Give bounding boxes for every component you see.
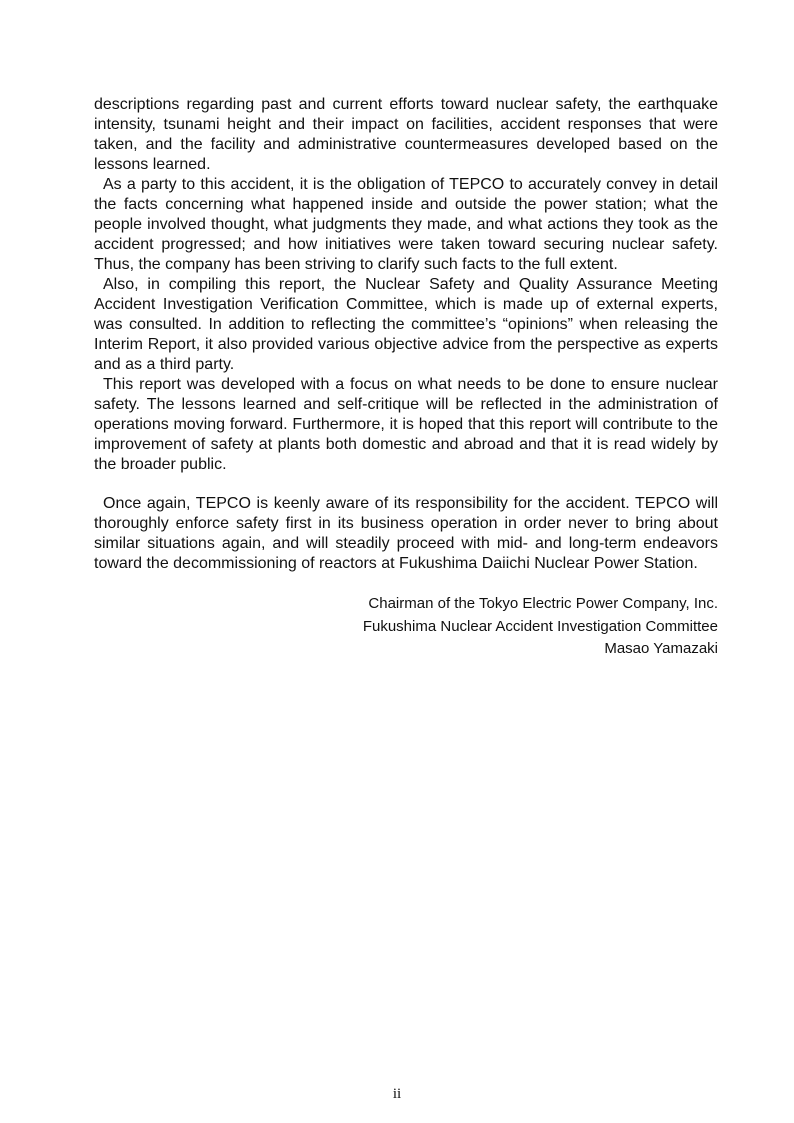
paragraph-spacer [94, 475, 718, 494]
document-body [94, 95, 718, 661]
signature-block [94, 593, 718, 661]
signature-committee: Fukushima Nuclear Accident Investigation Committee [362, 617, 718, 635]
page-number: ii [392, 1086, 402, 1102]
signature-title: Chairman of the Tokyo Electric Power Company, Inc. [368, 595, 718, 612]
paragraph-obligation: As a party to this accident, it is the obligation of TEPCO to accurately convey in detail the facts concerning what happened inside and outside the power station; what the people involved thought, what judgments they made, and what actions they took as the accident progressed; and how initiatives were taken toward securing nuclear safety. Thus, the company has been striving to clarify such facts to the full extent. [94, 176, 718, 273]
signature-name: Masao Yamazaki [604, 640, 718, 657]
paragraph-report-focus: This report was developed with a focus on what needs to be done to ensure nuclear safety. The lessons learned and self-critique will be reflected in the administration of operations moving forward. Furthermore, it is hoped that this report will contribute to the improvement of safety at plants both domestic and abroad and that it is read widely by the broader public. [94, 376, 718, 473]
paragraph-committee-consulted: Also, in compiling this report, the Nuclear Safety and Quality Assurance Meeting Accident Investigation Verification Committee, which is made up of external experts, was consulted. In addition to reflecting the committee’s “opinions” when releasing the Interim Report, it also provided various objective advice from the perspective as experts and as a third party. [94, 276, 718, 373]
paragraph-closing: Once again, TEPCO is keenly aware of its responsibility for the accident. TEPCO will thoroughly enforce safety first in its business operation in order never to bring about similar situations again, and will steadily proceed with mid- and long-term endeavors toward the decommissioning of reactors at Fukushima Daiichi Nuclear Power Station. [94, 495, 718, 572]
paragraph-continuation: descriptions regarding past and current efforts toward nuclear safety, the earthquake intensity, tsunami height and their impact on facilities, accident responses that were taken, and the facility and administrative countermeasures developed based on the lessons learned. [94, 96, 718, 173]
